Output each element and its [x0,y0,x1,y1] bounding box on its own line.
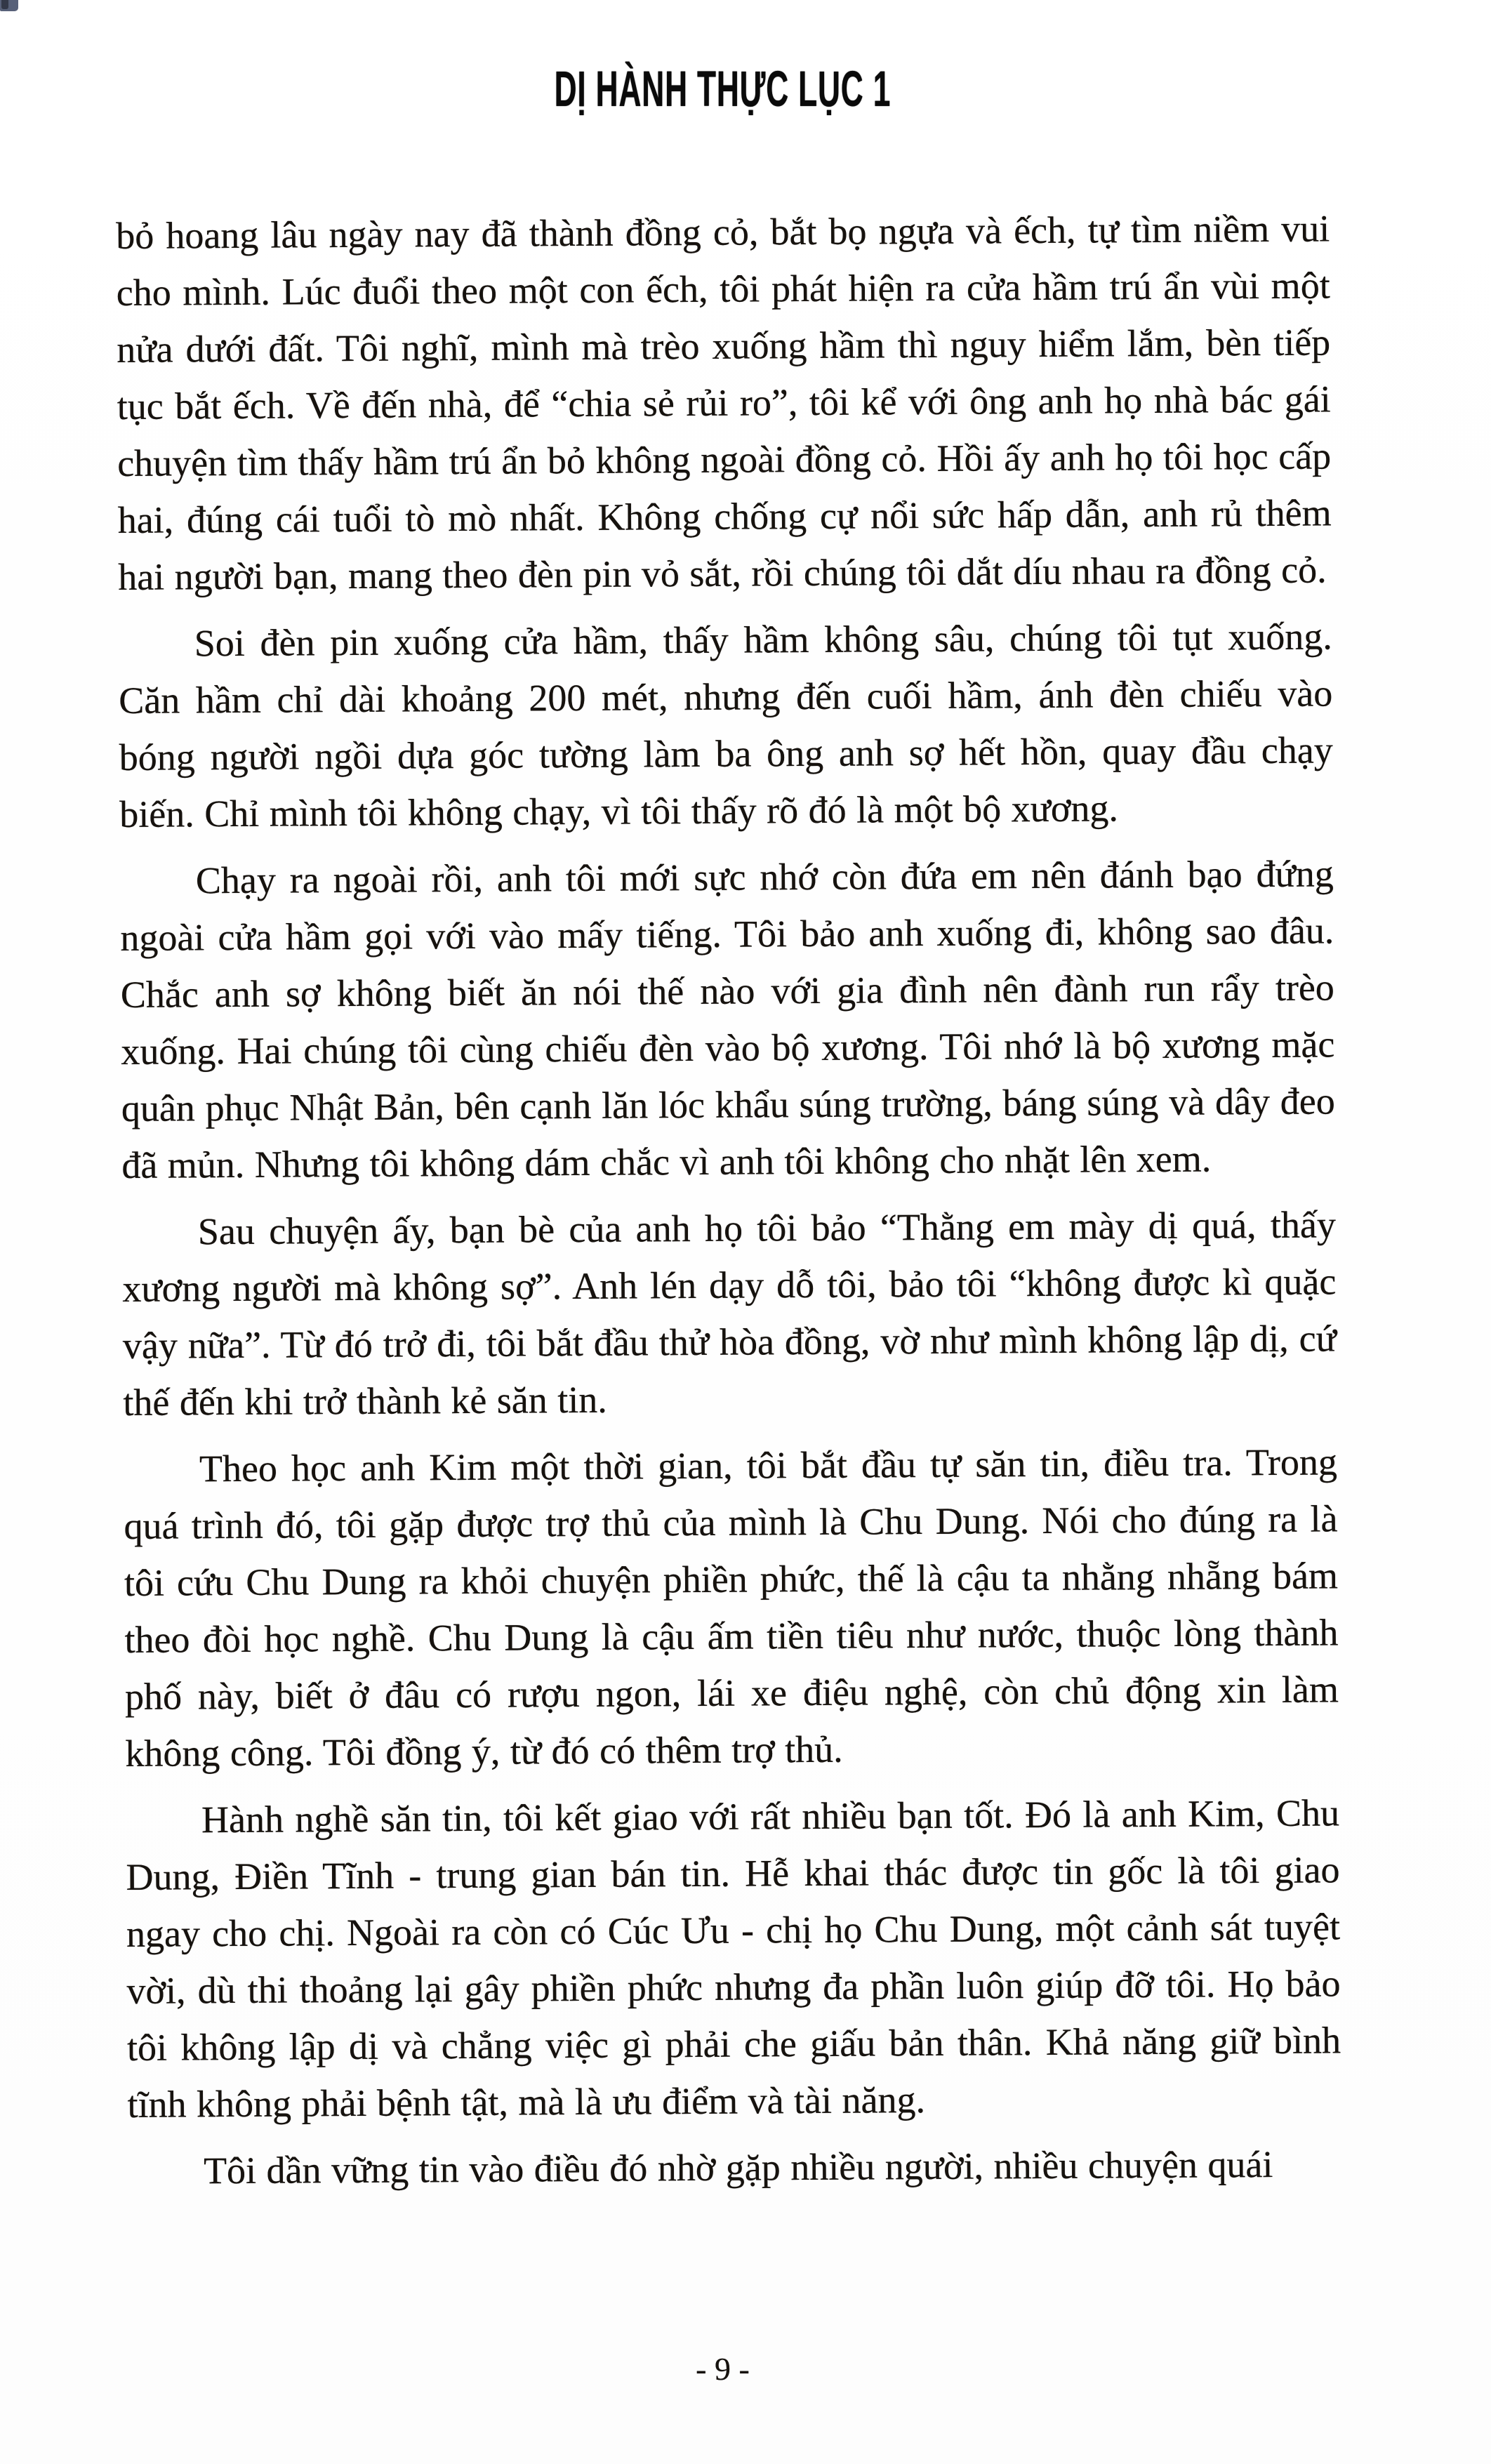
page-number: - 9 - [696,2351,750,2387]
scan-artifact [0,0,18,11]
chapter-header [116,61,1330,117]
paragraph: Chạy ra ngoài rồi, anh tôi mới sực nhớ còn đứa em nên đánh bạo đứng ngoài cửa hầm gọi với vào mấy tiếng. Tôi bảo anh xuống đi, không sao đâu. Chắc anh sợ không biết ăn nói thế nào với gia đình nên đành run rẩy trèo xuống. Hai chúng tôi cùng chiếu đèn vào bộ xương. Tôi nhớ là bộ xương mặc quân phục Nhật Bản, bên cạnh lăn lóc khẩu súng trường, báng súng và dây đeo đã mủn. Nhưng tôi không dám chắc vì anh tôi không cho nhặt lên xem. [120,852,1335,1186]
chapter-header-text: DỊ HÀNH THỰC LỤC 1 [554,61,892,117]
page-footer [116,2350,1330,2387]
paragraph: Soi đèn pin xuống cửa hầm, thấy hầm không sâu, chúng tôi tụt xuống. Căn hầm chỉ dài khoảng 200 mét, nhưng đến cuối hầm, ánh đèn chiếu vào bóng người ngồi dựa góc tường làm ba ông anh sợ hết hồn, quay đầu chạy biến. Chỉ mình tôi không chạy, vì tôi thấy rõ đó là một bộ xương. [119,615,1333,835]
paragraph: Hành nghề săn tin, tôi kết giao với rất nhiều bạn tốt. Đó là anh Kim, Chu Dung, Điền Tĩnh - trung gian bán tin. Hễ khai thác được tin gốc là tôi giao ngay cho chị. Ngoài ra còn có Cúc Ưu - chị họ Chu Dung, một cảnh sát tuyệt vời, dù thi thoảng lại gây phiền phức nhưng đa phần luôn giúp đỡ tôi. Họ bảo tôi không lập dị và chẳng việc gì phải che giấu bản thân. Khả năng giữ bình tĩnh không phải bệnh tật, mà là ưu điểm và tài năng. [126,1791,1341,2126]
page-body [116,200,1341,2210]
paragraph: Tôi dần vững tin vào điều đó nhờ gặp nhiều người, nhiều chuyện quái [203,2142,1273,2192]
paragraph: Sau chuyện ấy, bạn bè của anh họ tôi bảo “Thằng em mày dị quá, thấy xương người mà không sợ”. Anh lén dạy dỗ tôi, bảo tôi “không được kì quặc vậy nữa”. Từ đó trở đi, tôi bắt đầu thử hòa đồng, vờ như mình không lập dị, cứ thế đến khi trở thành kẻ săn tin. [122,1203,1337,1424]
paragraph: Theo học anh Kim một thời gian, tôi bắt đầu tự săn tin, điều tra. Trong quá trình đó, tôi gặp được trợ thủ của mình là Chu Dung. Nói cho đúng ra là tôi cứu Chu Dung ra khỏi chuyện phiền phức, thế là cậu ta nhằng nhẵng bám theo đòi học nghề. Chu Dung là cậu ấm tiền tiêu như nước, thuộc lòng thành phố này, biết ở đâu có rượu ngon, lái xe điệu nghệ, còn chủ động xin làm không công. Tôi đồng ý, từ đó có thêm trợ thủ. [124,1440,1339,1775]
paragraph: bỏ hoang lâu ngày nay đã thành đồng cỏ, bắt bọ ngựa và ếch, tự tìm niềm vui cho mình. Lúc đuổi theo một con ếch, tôi phát hiện ra cửa hầm trú ẩn vùi một nửa dưới đất. Tôi nghĩ, mình mà trèo xuống hầm thì nguy hiểm lắm, bèn tiếp tục bắt ếch. Về đến nhà, để “chia sẻ rủi ro”, tôi kể với ông anh họ nhà bác gái chuyện tìm thấy hầm trú ẩn bỏ không ngoài đồng cỏ. Hồi ấy anh họ tôi học cấp hai, đúng cái tuổi tò mò nhất. Không chống cự nổi sức hấp dẫn, anh rủ thêm hai người bạn, mang theo đèn pin vỏ sắt, rồi chúng tôi dắt díu nhau ra đồng cỏ. [116,207,1332,598]
